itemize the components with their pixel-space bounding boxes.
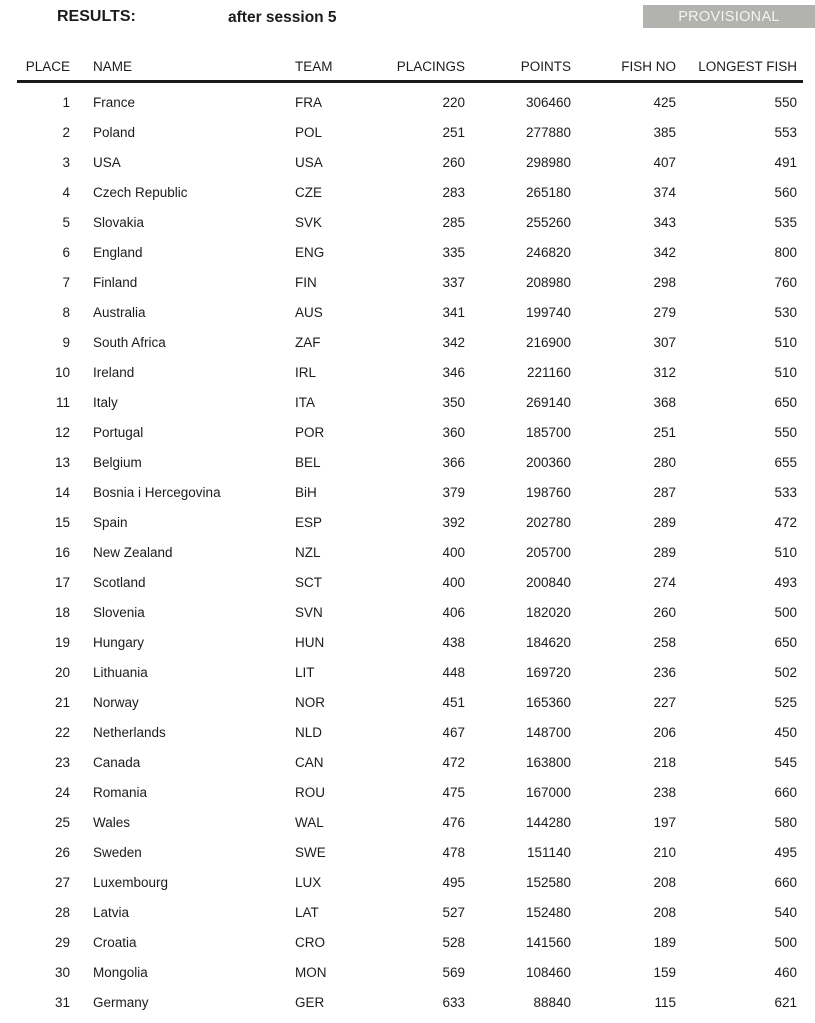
cell-longest_fish: 535 [774,214,797,230]
cell-place: 17 [54,574,70,590]
table-row [17,657,803,687]
cell-fish_no: 159 [653,964,676,980]
table-row [17,807,803,837]
cell-name: USA [93,154,121,170]
table-row [17,447,803,477]
cell-longest_fish: 502 [774,664,797,680]
cell-fish_no: 208 [653,874,676,890]
cell-team: POR [295,424,325,440]
table-row [17,777,803,807]
cell-fish_no: 197 [653,814,676,830]
cell-name: Spain [93,514,128,530]
cell-fish_no: 280 [653,454,676,470]
cell-fish_no: 298 [653,274,676,290]
cell-place: 3 [62,154,70,170]
cell-name: Sweden [93,844,142,860]
cell-placings: 220 [442,94,465,110]
column-header-placings: PLACINGS [350,55,467,81]
cell-name: France [93,94,136,110]
column-header-team: TEAM [285,55,350,81]
cell-team: ITA [295,394,315,410]
cell-place: 24 [54,784,70,800]
cell-fish_no: 342 [653,244,676,260]
cell-name: Italy [93,394,118,410]
cell-name: Luxembourg [93,874,169,890]
cell-placings: 400 [442,544,465,560]
cell-place: 5 [62,214,70,230]
cell-team: NOR [295,694,325,710]
cell-points: 200360 [525,454,571,470]
cell-team: MON [295,964,327,980]
cell-name: Czech Republic [93,184,188,200]
cell-placings: 350 [442,394,465,410]
cell-points: 165360 [525,694,571,710]
cell-team: CRO [295,934,325,950]
table-row [17,87,803,117]
cell-points: 255260 [525,214,571,230]
cell-place: 29 [54,934,70,950]
cell-fish_no: 312 [653,364,676,380]
cell-team: GER [295,994,325,1010]
cell-points: 167000 [525,784,571,800]
cell-longest_fish: 655 [774,454,797,470]
cell-name: Poland [93,124,136,140]
cell-name: Latvia [93,904,130,920]
cell-team: NLD [295,724,323,740]
results-label: RESULTS: [57,8,136,25]
cell-team: ENG [295,244,325,260]
cell-team: LIT [295,664,315,680]
cell-name: Netherlands [93,724,166,740]
cell-team: LUX [295,874,322,890]
table-row [17,477,803,507]
cell-place: 15 [54,514,70,530]
cell-longest_fish: 540 [774,904,797,920]
cell-longest_fish: 472 [774,514,797,530]
cell-longest_fish: 760 [774,274,797,290]
table-row [17,747,803,777]
column-header-name: NAME [75,55,285,81]
table-row [17,507,803,537]
cell-fish_no: 307 [653,334,676,350]
column-header-points: POINTS [467,55,572,81]
cell-placings: 467 [442,724,465,740]
cell-points: 151140 [526,844,571,860]
cell-name: New Zealand [93,544,173,560]
cell-placings: 438 [442,634,465,650]
cell-team: ZAF [295,334,321,350]
table-row [17,237,803,267]
table-row [17,897,803,927]
cell-placings: 379 [442,484,465,500]
cell-place: 31 [54,994,70,1010]
cell-place: 30 [54,964,70,980]
cell-longest_fish: 550 [774,94,797,110]
cell-placings: 285 [442,214,465,230]
cell-longest_fish: 500 [774,604,797,620]
table-row [17,297,803,327]
cell-place: 10 [54,364,70,380]
cell-place: 6 [62,244,70,260]
cell-place: 8 [62,304,70,320]
cell-longest_fish: 560 [774,184,797,200]
cell-placings: 475 [442,784,465,800]
cell-place: 1 [62,94,70,110]
cell-longest_fish: 495 [774,844,797,860]
cell-name: Belgium [93,454,142,470]
cell-name: South Africa [93,334,166,350]
cell-longest_fish: 660 [774,784,797,800]
cell-placings: 400 [442,574,465,590]
cell-placings: 260 [442,154,465,170]
cell-placings: 451 [442,694,465,710]
table-row [17,987,803,1017]
cell-place: 14 [54,484,70,500]
cell-longest_fish: 510 [774,544,797,560]
cell-team: POL [295,124,323,140]
cell-team: NZL [295,544,321,560]
cell-placings: 366 [442,454,465,470]
table-header-row [17,55,803,81]
session-label: after session 5 [228,9,337,26]
cell-points: 208980 [525,274,571,290]
cell-place: 12 [54,424,70,440]
cell-name: England [93,244,143,260]
cell-name: Romania [93,784,148,800]
cell-fish_no: 251 [653,424,676,440]
cell-longest_fish: 545 [774,754,797,770]
cell-points: 88840 [533,994,571,1010]
cell-team: SWE [295,844,326,860]
table-row [17,837,803,867]
page-header [0,0,815,55]
cell-name: Slovenia [93,604,145,620]
cell-fish_no: 227 [653,694,676,710]
cell-name: Lithuania [93,664,148,680]
cell-name: Wales [93,814,131,830]
cell-placings: 346 [442,364,465,380]
cell-place: 18 [54,604,70,620]
cell-fish_no: 189 [653,934,676,950]
cell-points: 108460 [525,964,571,980]
provisional-badge: PROVISIONAL [643,5,815,28]
cell-team: SVK [295,214,323,230]
cell-place: 21 [54,694,70,710]
cell-team: SCT [295,574,322,590]
cell-longest_fish: 650 [774,394,797,410]
cell-placings: 342 [442,334,465,350]
cell-placings: 360 [442,424,465,440]
cell-fish_no: 218 [653,754,676,770]
cell-placings: 448 [442,664,465,680]
cell-name: Hungary [93,634,145,650]
cell-fish_no: 368 [653,394,676,410]
cell-team: USA [295,154,323,170]
cell-team: CZE [295,184,322,200]
cell-longest_fish: 660 [774,874,797,890]
cell-placings: 472 [442,754,465,770]
cell-team: BiH [295,484,317,500]
table-row [17,327,803,357]
cell-longest_fish: 621 [774,994,797,1010]
cell-points: 205700 [525,544,571,560]
cell-team: CAN [295,754,324,770]
table-row [17,267,803,297]
cell-longest_fish: 525 [774,694,797,710]
cell-team: IRL [295,364,317,380]
cell-fish_no: 374 [653,184,676,200]
column-header-longest_fish: LONGEST FISH [677,55,803,81]
cell-points: 298980 [525,154,571,170]
cell-fish_no: 206 [653,724,676,740]
cell-placings: 341 [442,304,465,320]
cell-name: Norway [93,694,139,710]
results-table [17,55,803,1017]
cell-placings: 337 [442,274,465,290]
cell-fish_no: 208 [653,904,676,920]
cell-placings: 251 [442,124,465,140]
table-row [17,597,803,627]
cell-points: 202780 [525,514,571,530]
cell-name: Mongolia [93,964,148,980]
cell-name: Germany [93,994,149,1010]
cell-fish_no: 210 [653,844,676,860]
cell-place: 19 [54,634,70,650]
table-row [17,957,803,987]
table-row [17,117,803,147]
cell-placings: 478 [442,844,465,860]
cell-points: 246820 [525,244,571,260]
cell-longest_fish: 650 [774,634,797,650]
table-body [17,81,803,1017]
table-row [17,357,803,387]
cell-points: 221160 [526,364,571,380]
cell-place: 27 [54,874,70,890]
cell-name: Slovakia [93,214,145,230]
table-row [17,867,803,897]
cell-points: 169720 [525,664,571,680]
cell-fish_no: 115 [654,994,676,1010]
cell-name: Ireland [93,364,135,380]
cell-points: 306460 [525,94,571,110]
cell-name: Australia [93,304,146,320]
cell-points: 185700 [525,424,571,440]
table-row [17,387,803,417]
cell-team: LAT [295,904,319,920]
table-row [17,537,803,567]
table-row [17,627,803,657]
cell-placings: 476 [442,814,465,830]
column-header-fish_no: FISH NO [572,55,677,81]
cell-fish_no: 260 [653,604,676,620]
cell-team: AUS [295,304,323,320]
cell-place: 4 [62,184,70,200]
cell-place: 26 [54,844,70,860]
cell-points: 152580 [525,874,571,890]
cell-place: 23 [54,754,70,770]
cell-points: 269140 [525,394,571,410]
column-header-place: PLACE [17,55,75,81]
cell-points: 163800 [525,754,571,770]
cell-points: 200840 [525,574,571,590]
cell-longest_fish: 500 [774,934,797,950]
cell-points: 216900 [525,334,571,350]
cell-team: HUN [295,634,325,650]
cell-placings: 633 [442,994,465,1010]
cell-placings: 335 [442,244,465,260]
cell-place: 11 [55,394,70,410]
table-row [17,147,803,177]
cell-points: 199740 [525,304,571,320]
cell-fish_no: 425 [653,94,676,110]
cell-points: 198760 [525,484,571,500]
cell-points: 141560 [525,934,571,950]
cell-points: 182020 [525,604,571,620]
cell-team: ROU [295,784,325,800]
table-row [17,687,803,717]
cell-place: 9 [62,334,70,350]
table-row [17,177,803,207]
cell-place: 28 [54,904,70,920]
cell-fish_no: 238 [653,784,676,800]
cell-place: 7 [62,274,70,290]
cell-place: 25 [54,814,70,830]
cell-place: 16 [54,544,70,560]
cell-points: 184620 [525,634,571,650]
cell-name: Portugal [93,424,144,440]
cell-longest_fish: 580 [774,814,797,830]
cell-longest_fish: 510 [774,364,797,380]
cell-longest_fish: 510 [774,334,797,350]
cell-points: 144280 [525,814,571,830]
cell-placings: 569 [442,964,465,980]
cell-place: 2 [62,124,70,140]
cell-team: FRA [295,94,322,110]
table-row [17,927,803,957]
cell-fish_no: 279 [653,304,676,320]
cell-points: 277880 [525,124,571,140]
cell-team: SVN [295,604,323,620]
cell-name: Canada [93,754,141,770]
table-row [17,417,803,447]
cell-place: 13 [54,454,70,470]
cell-longest_fish: 491 [774,154,797,170]
cell-points: 265180 [525,184,571,200]
cell-fish_no: 287 [653,484,676,500]
table-row [17,567,803,597]
cell-longest_fish: 450 [774,724,797,740]
cell-longest_fish: 800 [774,244,797,260]
cell-fish_no: 274 [653,574,676,590]
cell-name: Croatia [93,934,137,950]
cell-place: 22 [54,724,70,740]
cell-team: BEL [295,454,321,470]
cell-team: WAL [295,814,324,830]
cell-longest_fish: 550 [774,424,797,440]
cell-team: FIN [295,274,317,290]
cell-placings: 528 [442,934,465,950]
cell-fish_no: 343 [653,214,676,230]
cell-fish_no: 385 [653,124,676,140]
cell-fish_no: 289 [653,514,676,530]
cell-placings: 406 [442,604,465,620]
cell-points: 148700 [525,724,571,740]
cell-place: 20 [54,664,70,680]
cell-fish_no: 407 [653,154,676,170]
table-row [17,717,803,747]
cell-placings: 392 [442,514,465,530]
table-row [17,207,803,237]
cell-team: ESP [295,514,323,530]
cell-fish_no: 258 [653,634,676,650]
cell-name: Finland [93,274,138,290]
cell-longest_fish: 493 [774,574,797,590]
cell-longest_fish: 553 [774,124,797,140]
cell-longest_fish: 530 [774,304,797,320]
cell-name: Scotland [93,574,146,590]
cell-fish_no: 289 [653,544,676,560]
cell-points: 152480 [525,904,571,920]
cell-fish_no: 236 [653,664,676,680]
cell-placings: 283 [442,184,465,200]
cell-longest_fish: 460 [774,964,797,980]
cell-placings: 527 [442,904,465,920]
cell-name: Bosnia i Hercegovina [93,484,221,500]
cell-longest_fish: 533 [774,484,797,500]
cell-placings: 495 [442,874,465,890]
